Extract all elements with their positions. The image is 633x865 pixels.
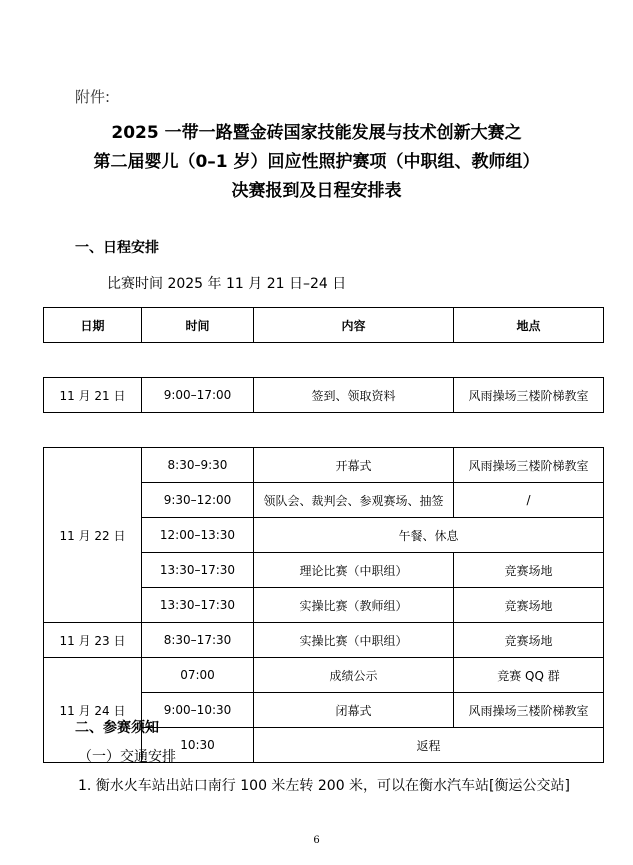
place-cell: 风雨操场三楼阶梯教室 [454, 378, 604, 413]
time-cell: 8:30–17:30 [142, 623, 254, 658]
content-cell: 理论比赛（中职组） [254, 553, 454, 588]
date-cell: 11 月 22 日 [44, 448, 142, 623]
time-cell: 07:00 [142, 658, 254, 693]
transport-line-1: 1. 衡水火车站出站口南行 100 米左转 200 米，可以在衡水汽车站[衡运公交站] [78, 778, 570, 794]
date-cell: 11 月 23 日 [44, 623, 142, 658]
title-line-2: 第二届婴儿（0–1 岁）回应性照护赛项（中职组、教师组） [93, 152, 540, 172]
place-cell: 竞赛场地 [454, 588, 604, 623]
time-cell: 13:30–17:30 [142, 588, 254, 623]
time-cell: 9:00–17:00 [142, 378, 254, 413]
table-row [44, 448, 604, 483]
content-cell: 开幕式 [254, 448, 454, 483]
time-cell: 13:30–17:30 [142, 553, 254, 588]
attachment-label: 附件: [75, 88, 111, 106]
place-cell: 竞赛场地 [454, 623, 604, 658]
title-line-1: 2025 一带一路暨金砖国家技能发展与技术创新大赛之 [111, 123, 522, 143]
content-cell: 实操比赛（教师组） [254, 588, 454, 623]
place-cell: / [454, 483, 604, 518]
time-cell: 9:30–12:00 [142, 483, 254, 518]
header-content: 内容 [254, 308, 454, 343]
competition-time: 比赛时间 2025 年 11 月 21 日–24 日 [107, 276, 347, 292]
content-cell: 成绩公示 [254, 658, 454, 693]
place-cell: 竞赛场地 [454, 553, 604, 588]
header-date: 日期 [44, 308, 142, 343]
table-row [44, 658, 604, 693]
page-number: 6 [313, 835, 320, 846]
transport-subheading: （一）交通安排 [78, 749, 176, 765]
header-place: 地点 [454, 308, 604, 343]
header-time: 时间 [142, 308, 254, 343]
title-line-3: 决赛报到及日程安排表 [231, 181, 402, 201]
table-row [44, 378, 604, 413]
date-cell: 11 月 21 日 [44, 378, 142, 413]
content-cell: 返程 [254, 728, 604, 763]
section2-heading: 二、参赛须知 [75, 720, 159, 736]
time-cell: 8:30–9:30 [142, 448, 254, 483]
section1-heading: 一、日程安排 [75, 240, 159, 256]
content-cell: 闭幕式 [254, 693, 454, 728]
time-cell: 9:00–10:30 [142, 693, 254, 728]
table-header-row [44, 308, 604, 343]
content-cell: 实操比赛（中职组） [254, 623, 454, 658]
schedule-table [43, 307, 604, 763]
time-cell: 12:00–13:30 [142, 518, 254, 553]
content-cell: 签到、领取资料 [254, 378, 454, 413]
place-cell: 风雨操场三楼阶梯教室 [454, 693, 604, 728]
time-cell: 10:30 [142, 728, 254, 763]
table-row [44, 623, 604, 658]
date-cell: 11 月 24 日 [44, 658, 142, 763]
content-cell: 领队会、裁判会、参观赛场、抽签 [254, 483, 454, 518]
place-cell: 竞赛 QQ 群 [454, 658, 604, 693]
place-cell: 风雨操场三楼阶梯教室 [454, 448, 604, 483]
content-cell: 午餐、休息 [254, 518, 604, 553]
